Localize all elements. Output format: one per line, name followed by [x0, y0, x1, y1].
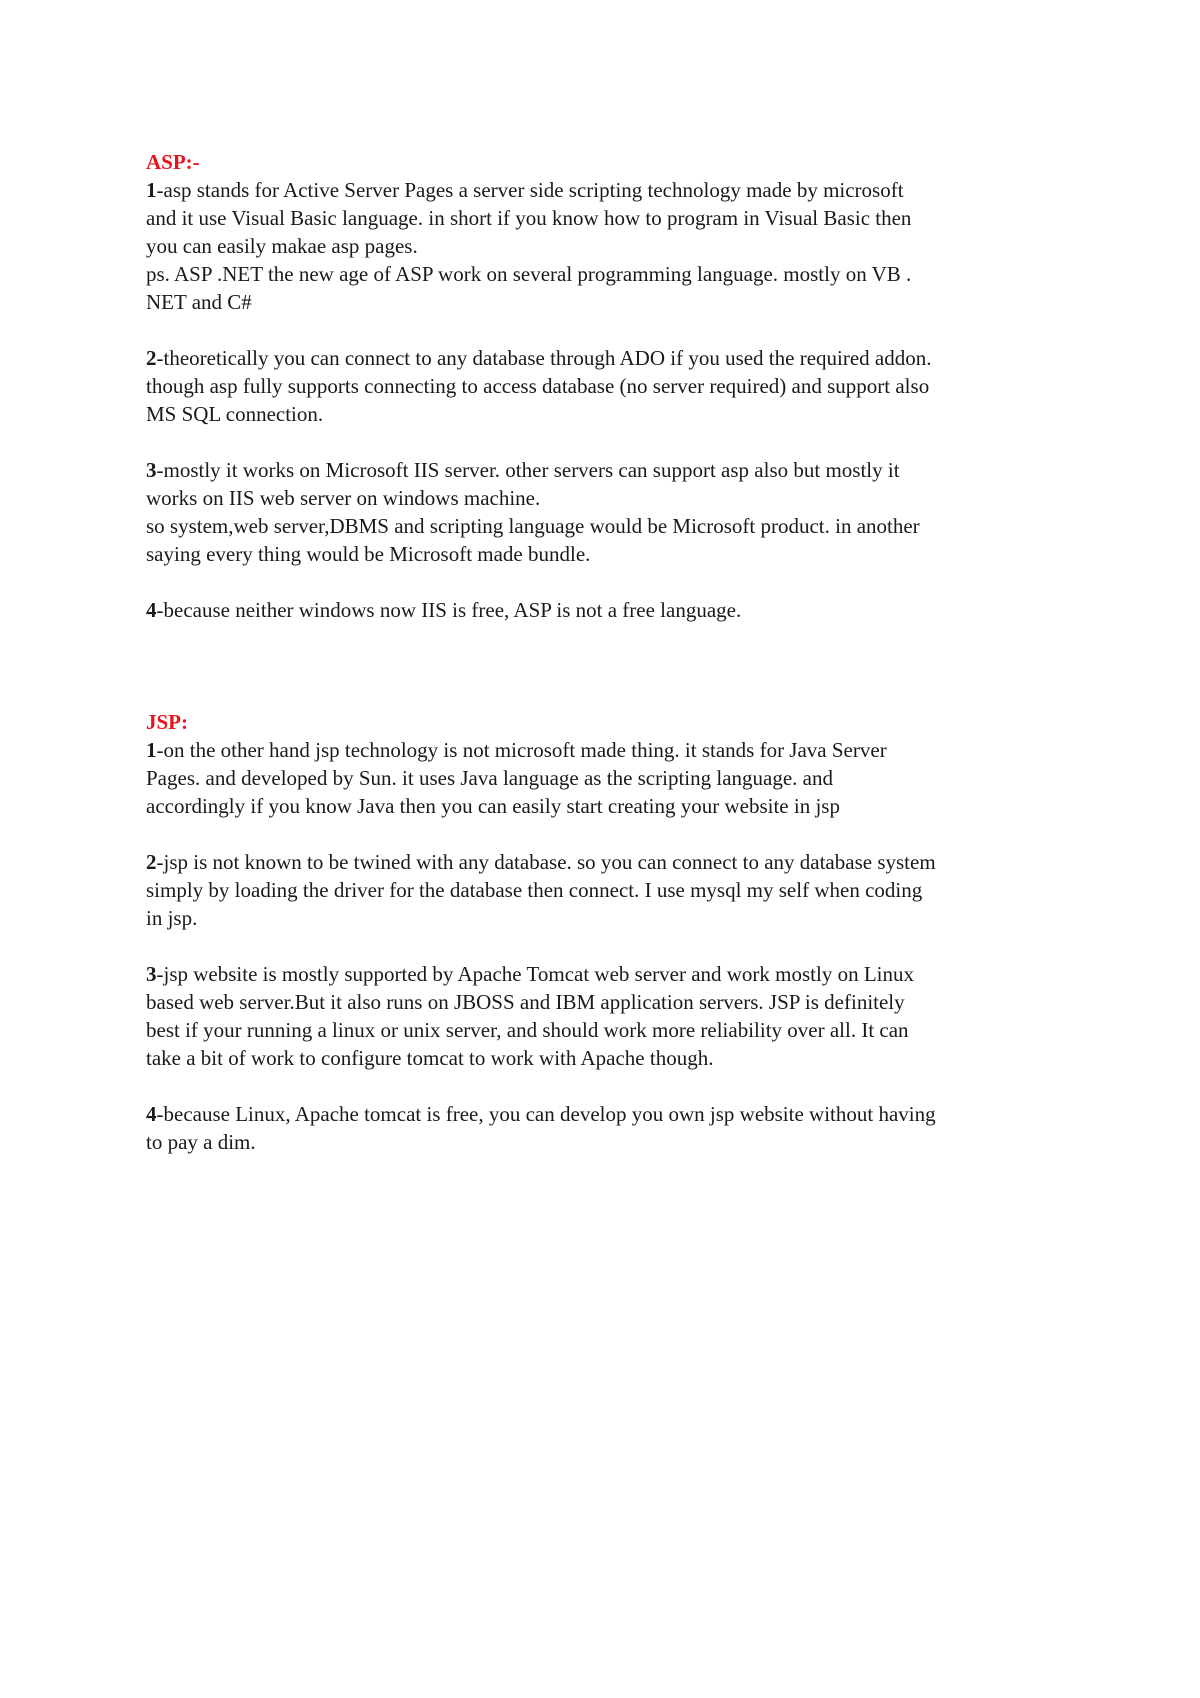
item-text: -asp stands for Active Server Pages a server side scripting technology made by microsoft: [156, 178, 904, 202]
text-line: and it use Visual Basic language. in short if you know how to program in Visual Basic then: [146, 206, 912, 230]
text-line: accordingly if you know Java then you can easily start creating your website in jsp: [146, 794, 840, 818]
asp-item-1: [146, 176, 1076, 316]
jsp-item-3: [146, 960, 1076, 1072]
jsp-item-1: [146, 736, 1076, 820]
asp-item-2: [146, 344, 1076, 428]
item-number: 3: [146, 962, 157, 986]
text-line: [146, 960, 1076, 988]
item-text: -theoretically you can connect to any database through ADO if you used the required addon.: [156, 346, 932, 370]
item-number: 4: [146, 1102, 157, 1126]
asp-section: [146, 148, 1076, 624]
text-line: to pay a dim.: [146, 1130, 256, 1154]
item-number: 4: [146, 598, 157, 622]
text-line: you can easily makae asp pages.: [146, 234, 418, 258]
text-line: NET and C#: [146, 290, 252, 314]
item-text: -because Linux, Apache tomcat is free, you can develop you own jsp website without having: [156, 1102, 936, 1126]
text-line: simply by loading the driver for the database then connect. I use mysql my self when coding: [146, 878, 923, 902]
text-line: [146, 344, 1076, 372]
document-body: [146, 148, 1076, 1156]
item-number: 2: [146, 346, 157, 370]
text-line: saying every thing would be Microsoft made bundle.: [146, 542, 591, 566]
text-line: works on IIS web server on windows machine.: [146, 486, 541, 510]
text-line: best if your running a linux or unix server, and should work more reliability over all. It can: [146, 1018, 909, 1042]
text-line: Pages. and developed by Sun. it uses Java language as the scripting language. and: [146, 766, 833, 790]
asp-heading: ASP:-: [146, 150, 200, 174]
text-line: though asp fully supports connecting to access database (no server required) and support also: [146, 374, 930, 398]
text-line: based web server.But it also runs on JBOSS and IBM application servers. JSP is definitely: [146, 990, 905, 1014]
jsp-item-4: [146, 1100, 1076, 1156]
jsp-items: [146, 736, 1076, 1156]
text-line: [146, 736, 1076, 764]
item-number: 1: [146, 178, 157, 202]
jsp-item-2: [146, 848, 1076, 932]
item-number: 2: [146, 850, 157, 874]
jsp-section: [146, 708, 1076, 1156]
text-line: so system,web server,DBMS and scripting language would be Microsoft product. in another: [146, 514, 920, 538]
text-line: in jsp.: [146, 906, 198, 930]
asp-items: [146, 176, 1076, 624]
text-line: [146, 456, 1076, 484]
text-line: ps. ASP .NET the new age of ASP work on several programming language. mostly on VB .: [146, 262, 912, 286]
text-line: [146, 176, 1076, 204]
text-line: [146, 848, 1076, 876]
text-line: take a bit of work to configure tomcat to work with Apache though.: [146, 1046, 714, 1070]
item-text: -jsp is not known to be twined with any database. so you can connect to any database system: [156, 850, 936, 874]
asp-item-4: [146, 596, 1076, 624]
asp-item-3: [146, 456, 1076, 568]
jsp-heading: JSP:: [146, 710, 188, 734]
item-text: -mostly it works on Microsoft IIS server. other servers can support asp also but mostly it: [156, 458, 900, 482]
item-text: -because neither windows now IIS is free, ASP is not a free language.: [156, 598, 742, 622]
text-line: [146, 1100, 1076, 1128]
item-text: -jsp website is mostly supported by Apache Tomcat web server and work mostly on Linux: [156, 962, 915, 986]
item-number: 3: [146, 458, 157, 482]
item-number: 1: [146, 738, 157, 762]
text-line: MS SQL connection.: [146, 402, 324, 426]
item-text: -on the other hand jsp technology is not microsoft made thing. it stands for Java Server: [156, 738, 887, 762]
text-line: [146, 596, 1076, 624]
